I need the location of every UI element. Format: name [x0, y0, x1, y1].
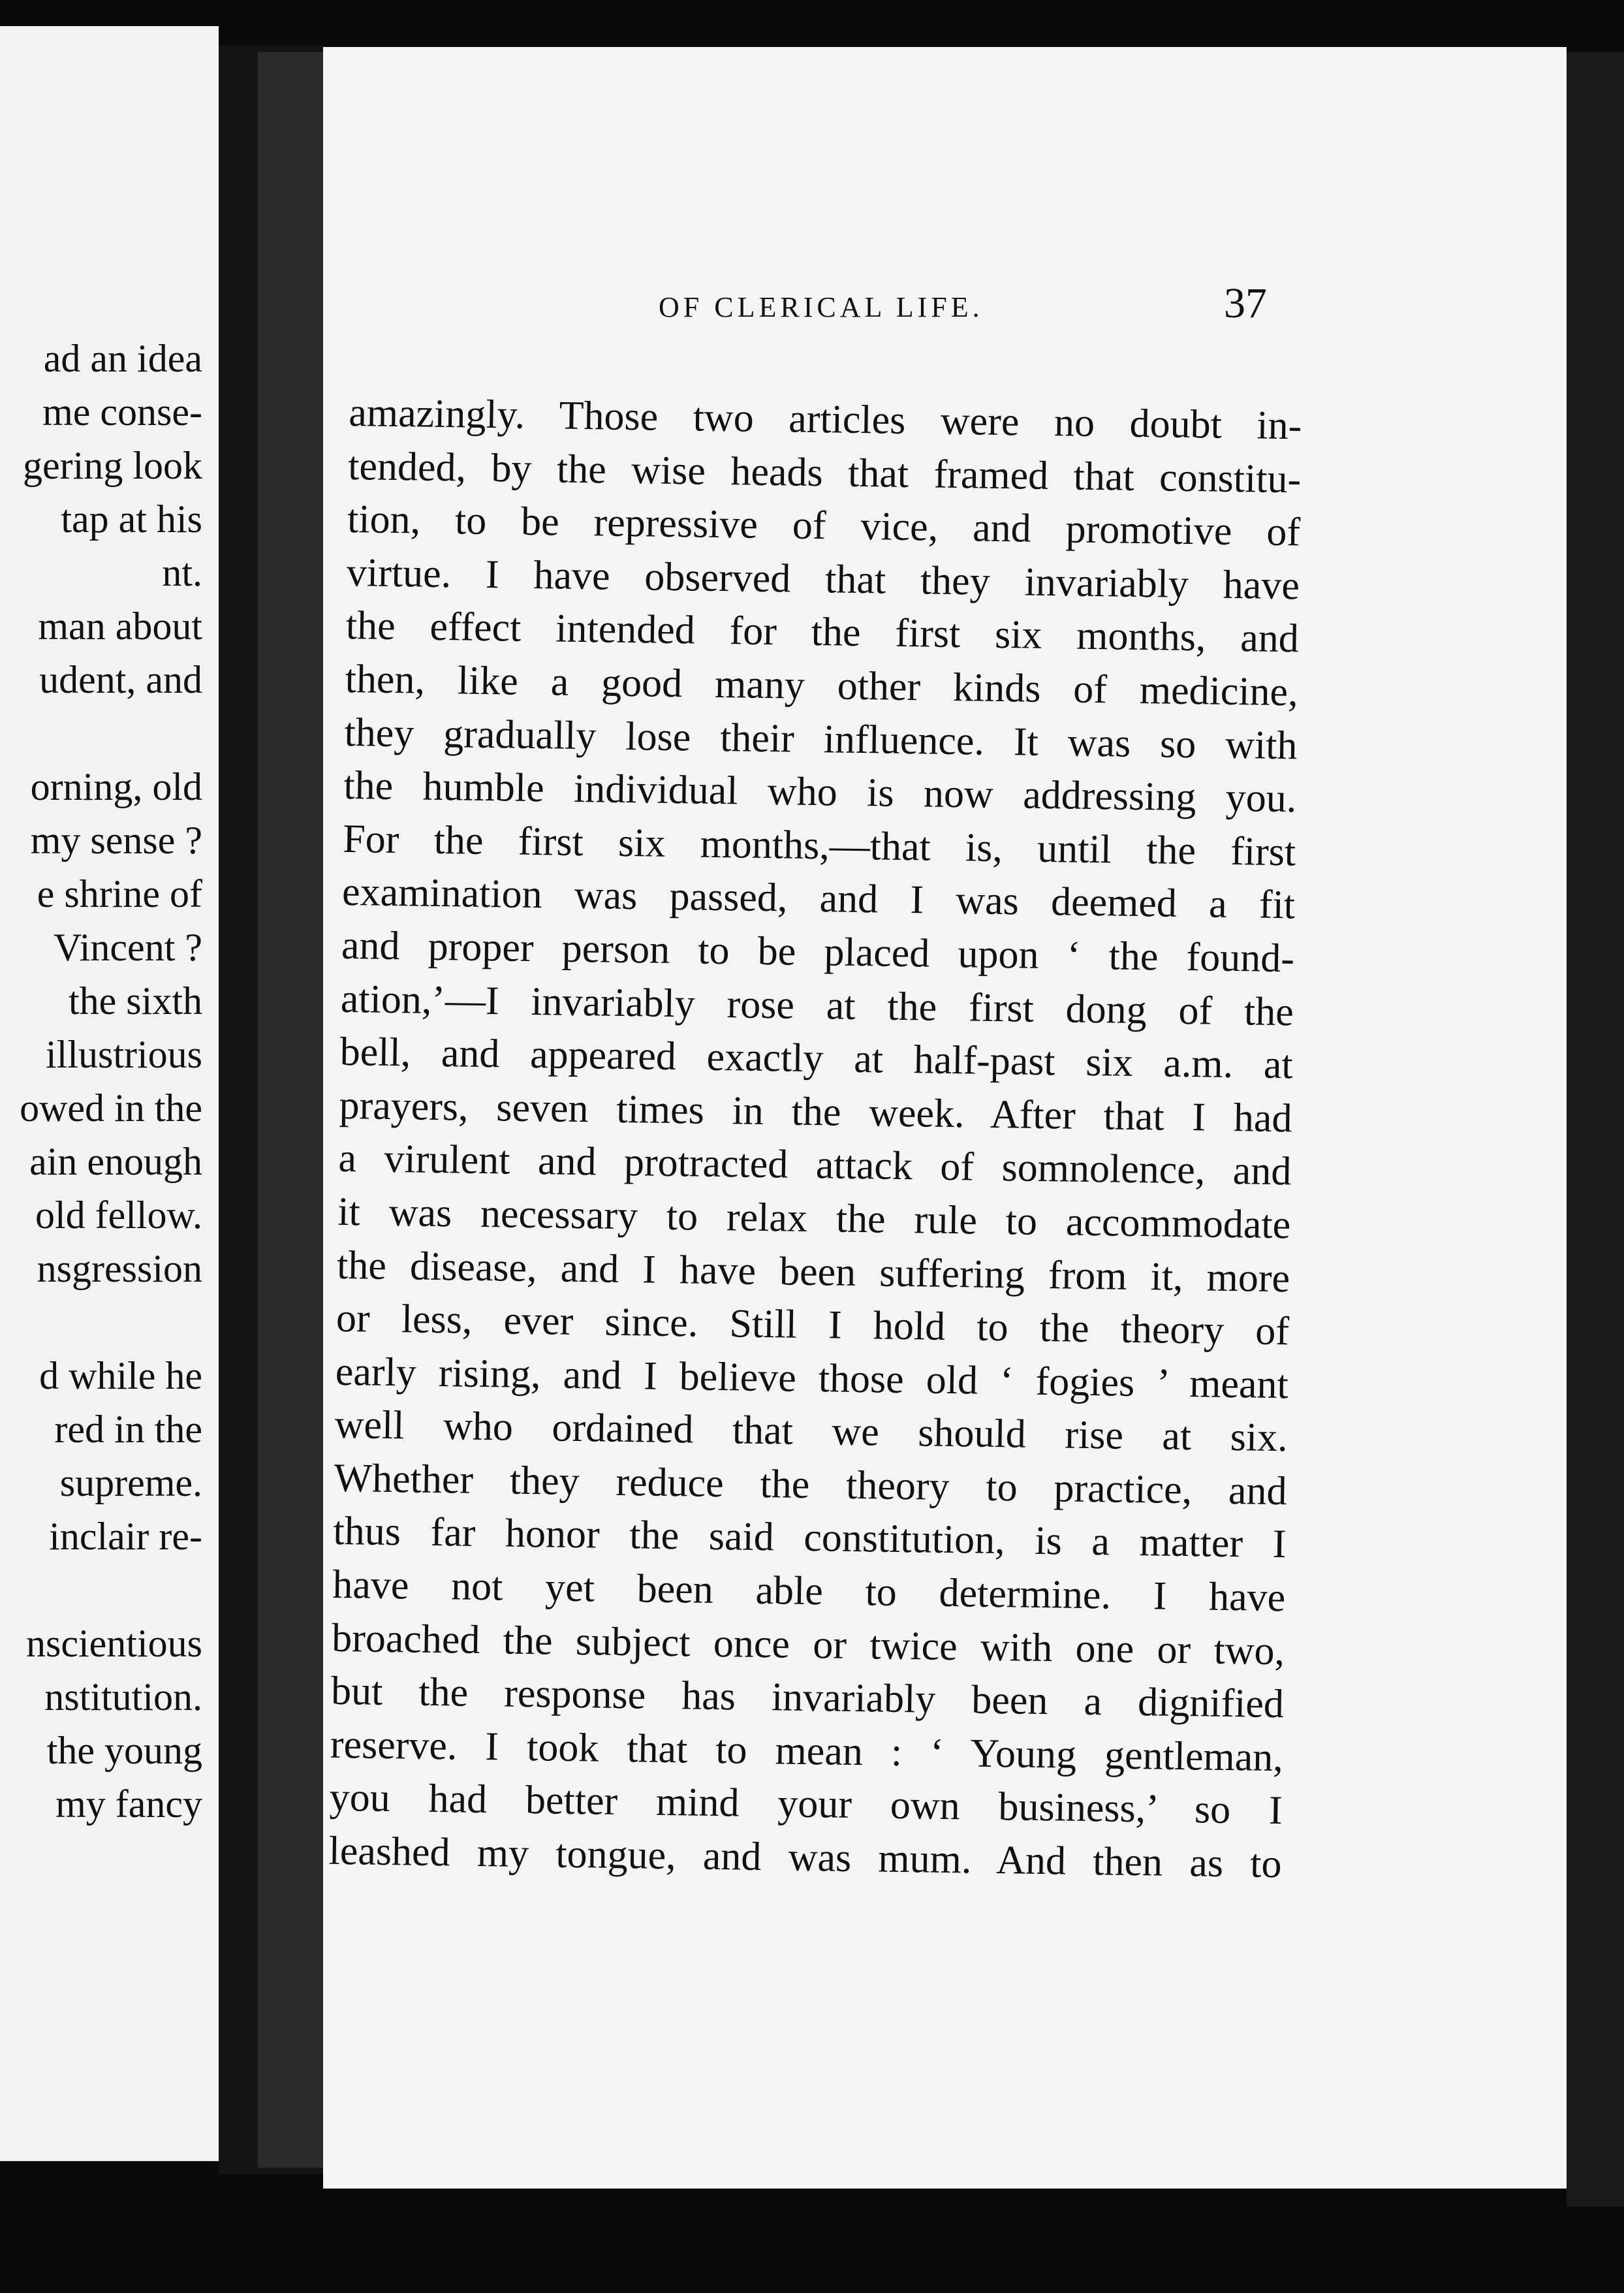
scan-right-border — [1567, 52, 1624, 2207]
text-line: a virulent and protracted attack of somnolence, and — [338, 1136, 1292, 1194]
left-facing-page — [0, 26, 219, 2161]
left-line: e shrine of — [37, 872, 202, 915]
text-line: well who ordained that we should rise at six. — [334, 1402, 1288, 1461]
text-line: the effect intended for the first six months, and — [345, 603, 1300, 661]
text-line: and proper person to be placed upon ‘ the found- — [341, 923, 1295, 981]
text-line: or less, ever since. Still I hold to the theory of — [336, 1295, 1290, 1354]
left-line: my sense ? — [30, 819, 202, 862]
left-line: nstitution. — [44, 1675, 202, 1718]
text-line: tion, to be repressive of vice, and promotive of — [347, 497, 1301, 555]
left-line: owed in the — [20, 1086, 202, 1130]
text-line: Whether they reduce the theory to practice, and — [334, 1455, 1287, 1514]
text-line: you had better mind your own business,’ so I — [329, 1775, 1283, 1833]
running-head — [323, 279, 1567, 338]
text-line: they gradually lose their influence. It was so with — [344, 710, 1298, 768]
text-line: examination was passed, and I was deemed a fit — [341, 870, 1296, 928]
text-line: the disease, and I have been suffering from it, more — [336, 1242, 1290, 1301]
text-line: bell, and appeared exactly at half-past six a.m. at — [339, 1030, 1294, 1088]
left-line: nscientious — [26, 1622, 202, 1665]
right-page — [323, 47, 1567, 2189]
text-line: it was necessary to relax the rule to accommodate — [337, 1189, 1291, 1248]
text-line: reserve. I took that to mean : ‘ Young gentleman, — [330, 1722, 1284, 1780]
left-line: the sixth — [69, 979, 202, 1022]
left-line: red in the — [54, 1408, 202, 1451]
left-line: gering look — [23, 444, 202, 487]
left-line: my fancy — [55, 1782, 202, 1826]
text-line: leashed my tongue, and was mum. And then as to — [328, 1828, 1283, 1887]
text-line: then, like a good many other kinds of medicine, — [345, 656, 1299, 715]
text-line: early rising, and I believe those old ‘ fogies ’ meant — [335, 1349, 1289, 1407]
left-line: illustrious — [45, 1033, 202, 1076]
left-line: tap at his — [61, 498, 202, 541]
left-line: supreme. — [59, 1461, 202, 1504]
left-line: ain enough — [29, 1140, 202, 1183]
scan-top-border — [0, 0, 1624, 26]
left-line: orning, old — [30, 765, 202, 808]
running-title: OF CLERICAL LIFE. — [659, 291, 984, 323]
text-line: but the response has invariably been a dignified — [330, 1669, 1285, 1727]
left-line: man about — [38, 605, 202, 648]
left-line: udent, and — [39, 658, 202, 701]
body-text — [328, 387, 1302, 1891]
text-line: tended, by the wise heads that framed that constitu- — [347, 443, 1302, 501]
left-line: nt. — [162, 551, 202, 594]
left-line-gap — [0, 1295, 202, 1349]
gutter-shadow — [258, 52, 323, 2168]
left-page-text — [0, 332, 202, 1831]
left-line: nsgression — [37, 1247, 202, 1290]
left-line-gap — [0, 706, 202, 760]
page-number: 37 — [1224, 279, 1267, 327]
text-line: have not yet been able to determine. I have — [332, 1562, 1286, 1621]
left-line: d while he — [39, 1354, 202, 1397]
left-line-gap — [0, 1563, 202, 1617]
left-line: Vincent ? — [54, 926, 202, 969]
left-line: me conse- — [42, 390, 202, 434]
left-line: inclair re- — [49, 1515, 202, 1558]
text-line: the humble individual who is now addressing you. — [343, 763, 1297, 821]
left-line: ad an idea — [43, 337, 202, 380]
left-line: old fellow. — [35, 1194, 202, 1237]
left-line: the young — [46, 1729, 202, 1772]
text-line: virtue. I have observed that they invariably have — [346, 550, 1300, 609]
text-line: amazingly. Those two articles were no doubt in- — [348, 390, 1302, 449]
text-line: thus far honor the said constitution, is a matter I — [333, 1509, 1287, 1567]
text-line: prayers, seven times in the week. After that I had — [339, 1083, 1292, 1141]
text-line: For the first six months,—that is, until the first — [342, 816, 1296, 875]
text-line: broached the subject once or twice with one or two, — [331, 1615, 1285, 1673]
text-line: ation,’—I invariably rose at the first dong of the — [340, 976, 1294, 1034]
